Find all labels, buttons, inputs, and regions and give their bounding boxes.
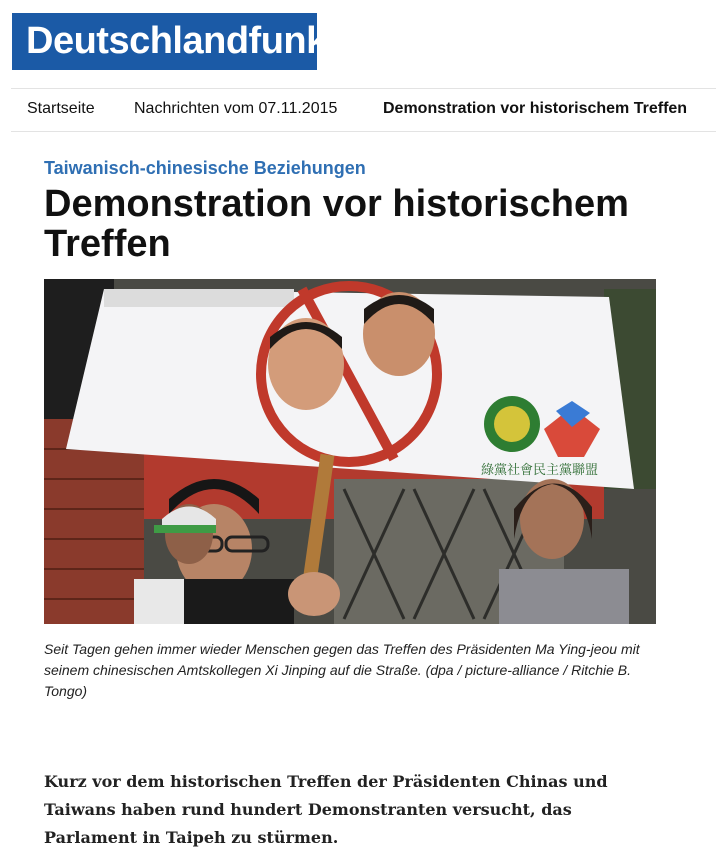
banner-text: 綠黨社會民主黨聯盟 (481, 463, 599, 478)
article-lead: Kurz vor dem historischen Treffen der Präsidenten Chinas und Taiwans haben rund hundert Demonstranten versucht, das Parlament in Taipeh zu stürmen. (44, 772, 608, 847)
breadcrumb-news-date-link[interactable]: Nachrichten vom 07.11.2015 (134, 100, 338, 117)
article-title: Demonstration vor historischem Treffen (44, 183, 629, 265)
breadcrumb (11, 88, 716, 132)
site-logo[interactable]: Deutschlandfunk (12, 13, 317, 70)
breadcrumb-current-article[interactable]: Demonstration vor historischem Treffen (383, 100, 688, 117)
protest-photo-illustration (44, 279, 656, 624)
photo-caption: Seit Tagen gehen immer wieder Menschen gegen das Treffen des Präsidenten Ma Ying-jeou mit seinem chinesischen Amtskollegen Xi Jinping auf die Straße. (dpa / picture-alliance / Ritchie B. Tongo) (44, 641, 640, 699)
article-photo (44, 279, 656, 624)
article-kicker: Taiwanisch-chinesische Beziehungen (44, 158, 366, 178)
breadcrumb-home-link[interactable]: Startseite (27, 100, 95, 117)
